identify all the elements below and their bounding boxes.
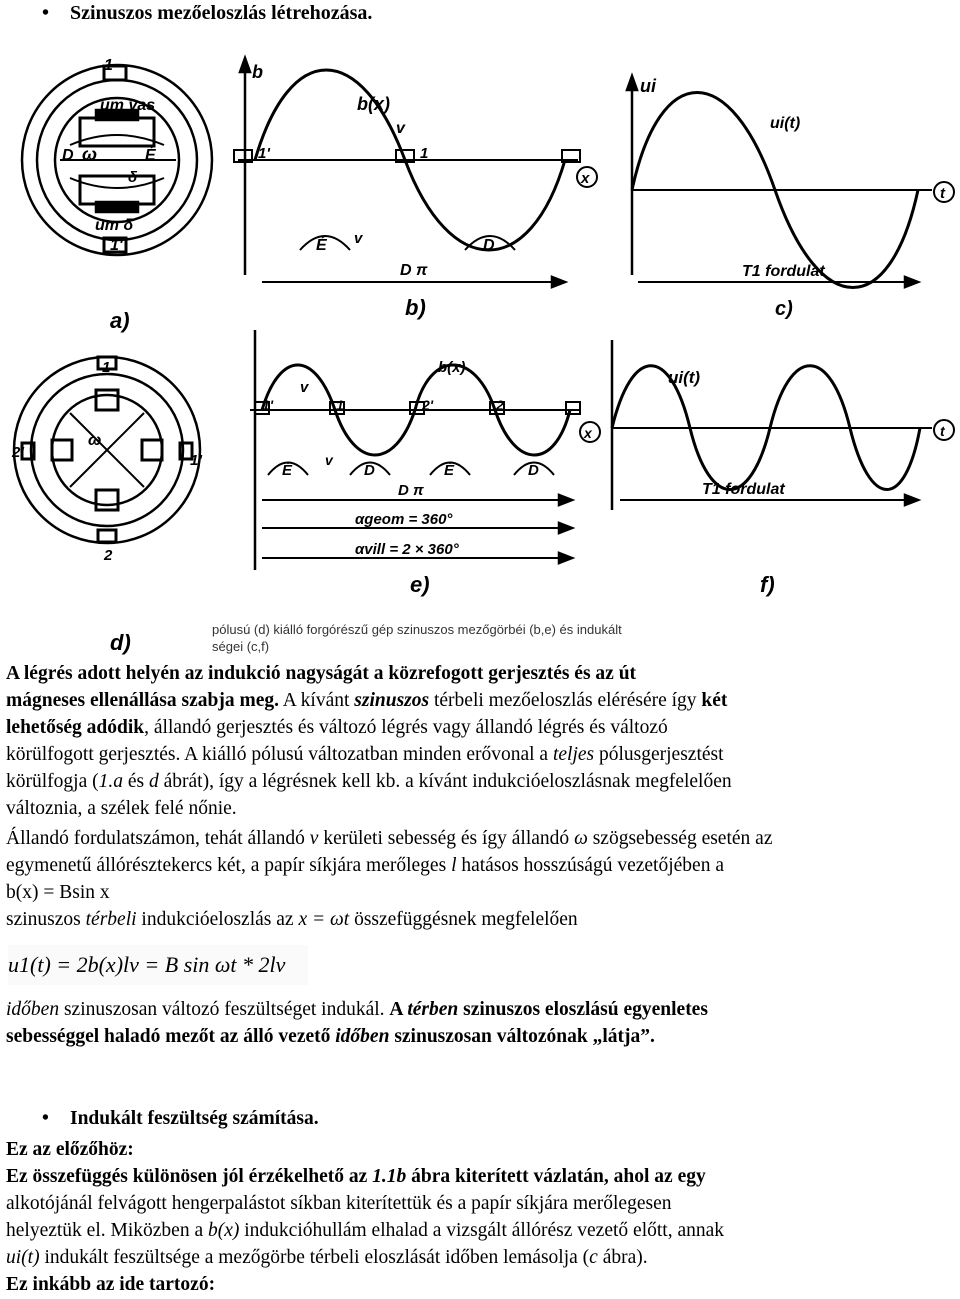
label-d-1: 1 bbox=[102, 359, 111, 376]
plot-b bbox=[234, 58, 597, 287]
label-e-x: x bbox=[584, 425, 592, 441]
label-a-1: 1 bbox=[104, 57, 113, 74]
heading-induced-voltage: • Indukált feszültség számítása. bbox=[42, 1108, 319, 1129]
label-delta-a: δ bbox=[128, 169, 138, 186]
label-a-E: É bbox=[145, 147, 156, 164]
label-e-dpi: D π bbox=[398, 482, 424, 499]
label-f: f) bbox=[760, 572, 775, 597]
label-b-v: v bbox=[354, 230, 363, 247]
label-omega-a: ω bbox=[82, 144, 98, 164]
label-d: d) bbox=[110, 630, 131, 655]
label-e-2p: 2' bbox=[422, 397, 434, 413]
paragraph-airgap: A légrés adott helyén az indukció nagyságát a közrefogott gerjesztés és az út mágneses ellenállása szabja meg. A kívánt szinuszos térbeli mezőeloszlás elérésére így két lehetőség adódik, állandó gerjesztés és változó légrés vagy állandó légrés és változó körülfogott gerjesztés. A kiálló pólusú változatban minden erővonal a teljes pólusgerjesztést körülfogja (1.a és d ábrát), így a légrésnek kell kb. a kívánt indukcióeloszlásnak megfelelően változnia, a szélek felé nőnie. bbox=[6, 663, 732, 819]
figure-caption: pólusú (d) kiálló forgórészű gép szinuszos mezőgörbéi (b,e) és indukált ségei (c,f) bbox=[212, 622, 622, 654]
paragraph-time-sinusoid: időben szinuszosan változó feszültséget indukál. A térben szinuszos eloszlású egyenletes sebességgel haladó mezőt az álló vezető időben szinuszosan változónak „látja”. bbox=[6, 999, 708, 1047]
bullet-icon: • bbox=[42, 2, 50, 24]
label-b-x: x bbox=[581, 170, 590, 187]
label-uit-f: ui(t) bbox=[668, 368, 701, 387]
label-a-1p: 1' bbox=[110, 237, 123, 254]
label-f-t: t bbox=[940, 423, 945, 439]
plot-f bbox=[612, 340, 954, 510]
label-e-D1: D bbox=[364, 462, 375, 479]
label-v-b: v bbox=[396, 120, 405, 137]
label-b-D: D bbox=[483, 237, 495, 254]
label-b-1: 1 bbox=[420, 145, 429, 162]
label-c: c) bbox=[775, 298, 793, 320]
label-a: a) bbox=[110, 308, 130, 333]
label-uit-c: ui(t) bbox=[770, 115, 801, 132]
bullet-icon: • bbox=[42, 1108, 49, 1129]
machine-d bbox=[11, 357, 202, 564]
paragraph-constant-speed: Állandó fordulatszámon, tehát állandó v kerületi sebesség és így állandó ω szögsebesség esetén az egymenetű állórésztekercs két, a papír síkjára merőleges l hatásos hosszúságú vezetőjében a b(x) = Bsin x szinuszos térbeli indukcióeloszlás az x = ωt összefüggésnek megfelelően bbox=[6, 828, 773, 930]
label-b: b) bbox=[405, 295, 426, 320]
label-e-D2: D bbox=[528, 462, 539, 479]
label-umd: um δ bbox=[95, 217, 134, 234]
label-e-ageom: αgeom = 360° bbox=[355, 511, 453, 528]
heading-sinusoidal-field: • Szinuszos mezőeloszlás létrehozása. bbox=[42, 2, 373, 24]
label-c-T1: T1 fordulat bbox=[742, 263, 825, 280]
label-d-1p: 1' bbox=[190, 452, 202, 469]
label-e-v1: v bbox=[300, 379, 309, 396]
label-d-2: 2 bbox=[104, 547, 113, 564]
plot-e bbox=[250, 330, 600, 570]
label-umvas: um vas bbox=[100, 97, 156, 114]
machine-a bbox=[22, 57, 212, 255]
label-e-avill: αvill = 2 × 360° bbox=[355, 541, 459, 558]
formula-ui: u1(t) = 2b(x)lv = B sin ωt * 2lv bbox=[8, 945, 308, 985]
label-c-t: t bbox=[940, 185, 945, 202]
label-e-1p: 1' bbox=[262, 397, 274, 413]
label-omega-d: ω bbox=[88, 432, 102, 449]
label-e-E1: É bbox=[282, 462, 293, 479]
label-a-D: D bbox=[62, 147, 74, 164]
label-ui: ui bbox=[640, 76, 656, 96]
label-e-2: 2 bbox=[496, 397, 504, 413]
label-e-1: 1 bbox=[336, 397, 344, 413]
label-f-T1: T1 fordulat bbox=[702, 481, 785, 498]
plot-c bbox=[627, 76, 954, 288]
label-b-E: É bbox=[316, 237, 327, 254]
label-b-1p: 1' bbox=[258, 145, 270, 162]
label-e-E2: É bbox=[444, 462, 455, 479]
label-b-axis: b bbox=[252, 62, 263, 82]
label-e-v2: v bbox=[325, 452, 333, 468]
label-e: e) bbox=[410, 572, 430, 597]
label-b-dpi: D π bbox=[400, 262, 428, 279]
label-e-bx: b(x) bbox=[438, 359, 466, 376]
label-d-2p: 2' bbox=[12, 444, 24, 461]
paragraph-figure-ref: Ez az előzőhöz: Ez összefüggés különösen jól érzékelhető az 1.1b ábra kiterített vázlatán, ahol az egy alkotójánál felvágott hengerpalástot síkban kiterítettük és a papír síkjára merőlegesen helyeztük el. Miközben a b(x) indukcióhullám elhalad a vizsgált állórész vezető előtt, annak ui(t) indukált feszültsége a mezőgörbe térbeli eloszlását időben lemásolja (c ábra). Ez inkább az ide tartozó: bbox=[6, 1139, 725, 1295]
label-bx: b(x) bbox=[357, 94, 390, 114]
